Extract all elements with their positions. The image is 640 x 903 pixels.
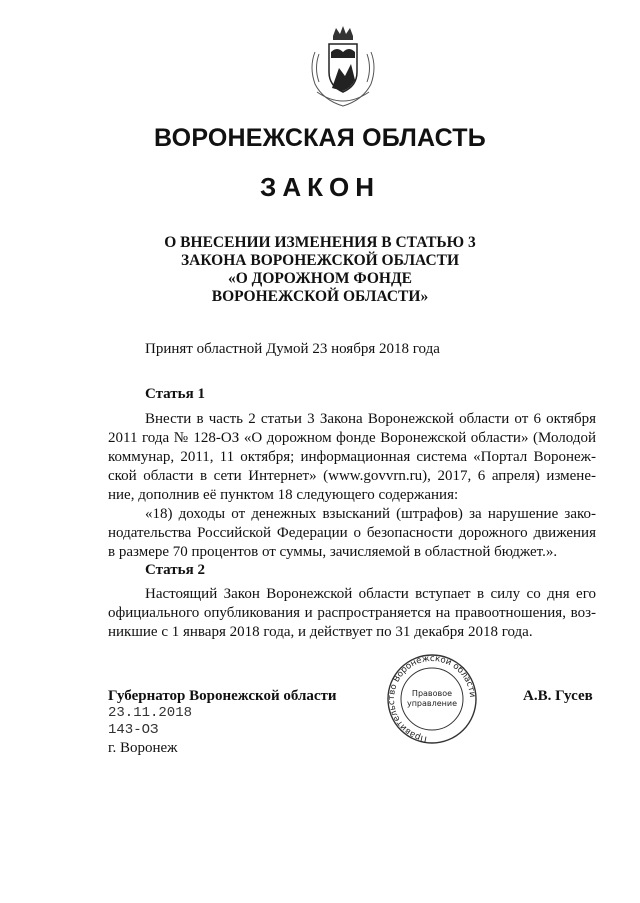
law-title-line: «О ДОРОЖНОМ ФОНДЕ <box>227 270 412 287</box>
article-2-title: Статья 2 <box>145 562 205 578</box>
article-1-line: «18) доходы от денежных взысканий (штрафов) за нарушение зако- <box>145 506 596 522</box>
law-title-line: ЗАКОНА ВОРОНЕЖСКОЙ ОБЛАСТИ <box>180 252 460 269</box>
signatory-name: А.В. Гусев <box>523 688 593 704</box>
document-type: ЗАКОН <box>260 172 380 202</box>
signatory-title: Губернатор Воронежской области <box>108 688 337 704</box>
sign-city: г. Воронеж <box>108 740 178 756</box>
article-2-line: Настоящий Закон Воронежской области вступает в силу со дня его <box>145 586 596 602</box>
adoption-note: Принят областной Думой 23 ноября 2018 года <box>145 341 440 357</box>
article-1-line: нодательства Российской Федерации о безопасности дорожного движения <box>108 525 596 541</box>
article-1-line: Внести в часть 2 статьи 3 Закона Воронежской области от 6 октября <box>145 411 596 427</box>
article-1-title: Статья 1 <box>145 386 205 402</box>
official-stamp <box>382 654 482 744</box>
stamp-center-line: Правовое <box>411 689 453 698</box>
article-1-line: коммунар, 2011, 11 октября; информационная система «Портал Воронеж- <box>108 449 596 465</box>
article-1-line: в размере 70 процентов от суммы, зачисляемой в областной бюджет.». <box>108 544 558 560</box>
law-title-line: ВОРОНЕЖСКОЙ ОБЛАСТИ» <box>211 288 429 305</box>
article-2-line: официального опубликования и распространяется на правоотношения, воз- <box>108 605 596 621</box>
article-1-line: ние, дополнив её пунктом 18 следующего содержания: <box>108 487 459 503</box>
law-number: 143-ОЗ <box>108 722 159 738</box>
stamp-ring-text: Правительство Воронежской области <box>386 654 478 744</box>
sign-date: 23.11.2018 <box>108 705 193 721</box>
law-title <box>150 234 490 306</box>
stamp-center-line: управление <box>406 699 458 708</box>
article-2-line: никшие с 1 января 2018 года, и действует по 31 декабря 2018 года. <box>108 624 533 640</box>
coat-of-arms-emblem <box>305 22 381 108</box>
article-1-line: 2011 года № 128-ОЗ «О дорожном фонде Воронежской области» (Молодой <box>108 430 596 446</box>
article-1-line: ской области в сети Интернет» (www.govvrn.ru), 2017, 6 апреля) измене- <box>108 468 596 484</box>
law-title-line: О ВНЕСЕНИИ ИЗМЕНЕНИЯ В СТАТЬЮ 3 <box>164 234 476 251</box>
region-title: ВОРОНЕЖСКАЯ ОБЛАСТЬ <box>154 124 486 152</box>
